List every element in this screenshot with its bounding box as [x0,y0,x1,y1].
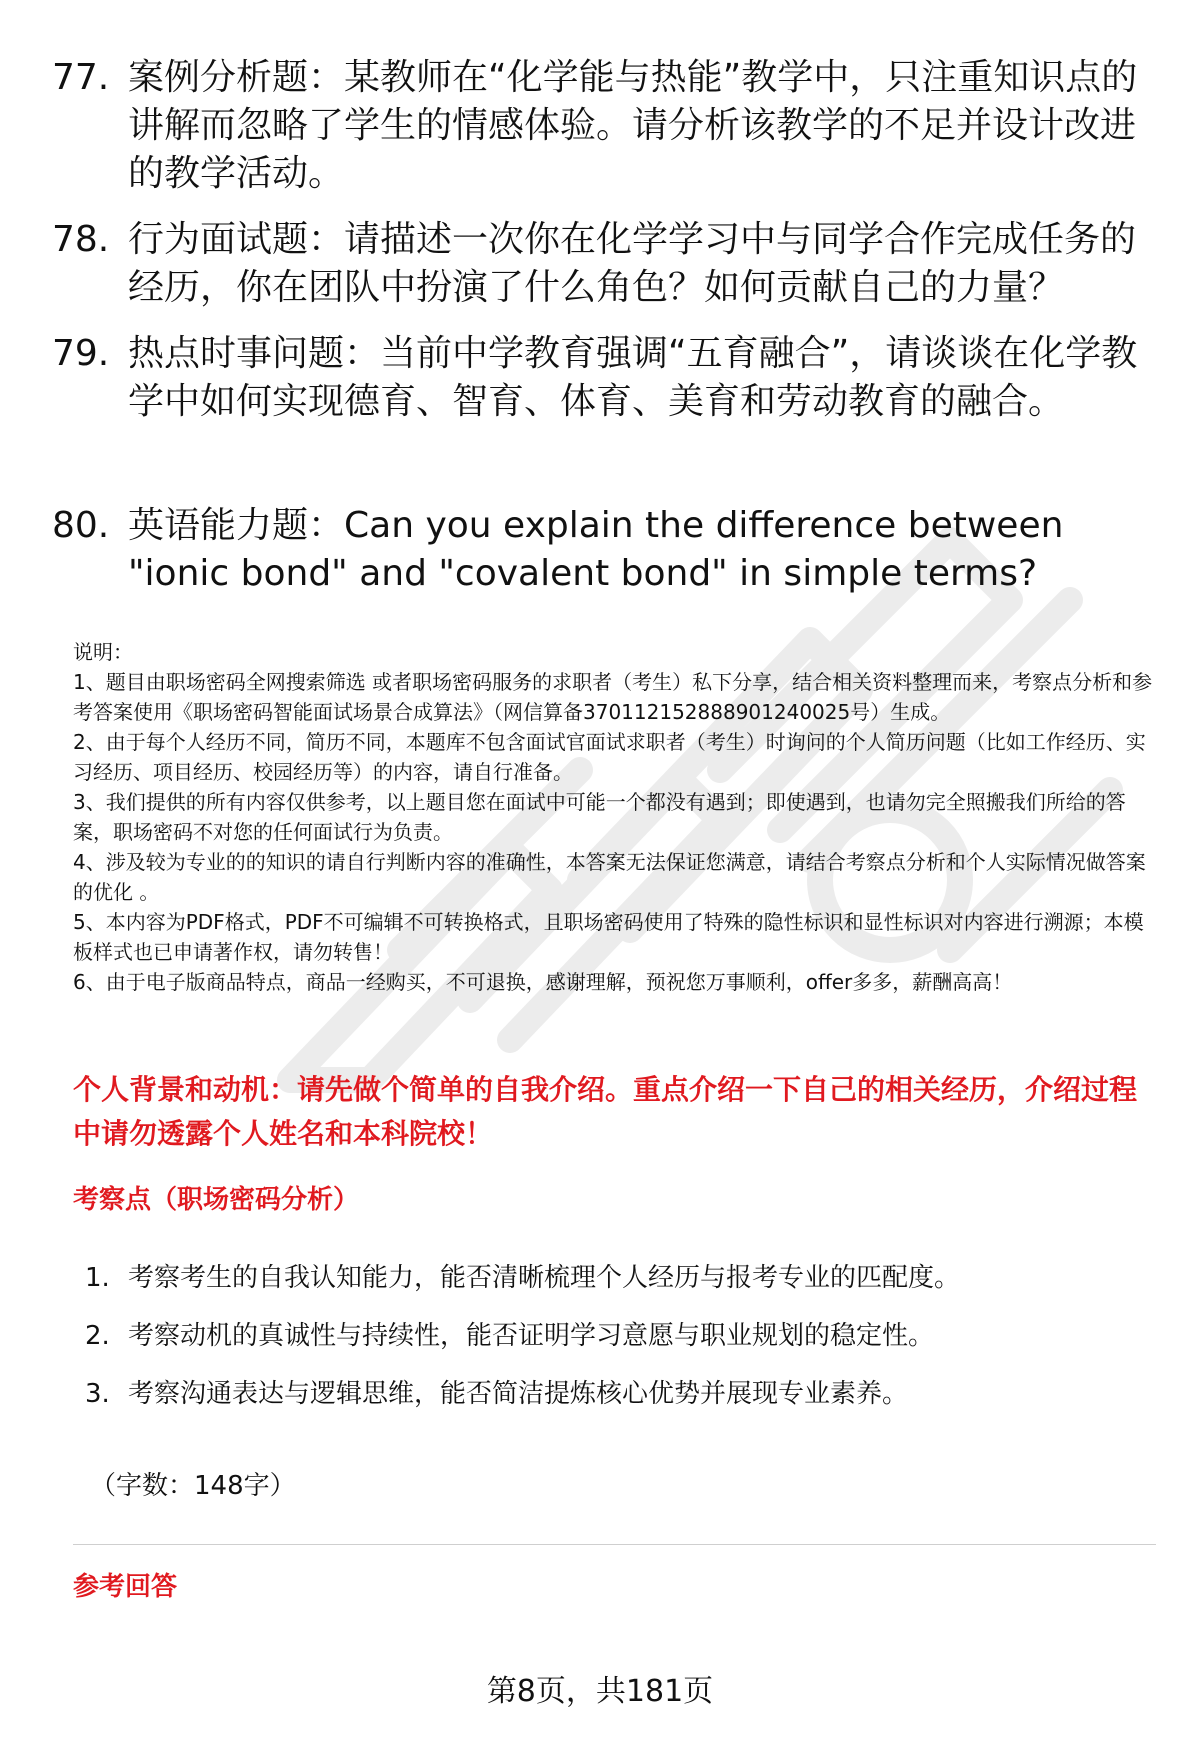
question-number: 79. [52,333,110,374]
question-text: 热点时事问题：当前中学教育强调“五育融合”，请谈谈在化学教学中如何实现德育、智育、体育、美育和劳动教育的融合。 [128,333,1138,422]
point-text: 考察沟通表达与逻辑思维，能否简洁提炼核心优势并展现专业素养。 [128,1379,909,1409]
intro-question: 个人背景和动机：请先做个简单的自我介绍。重点介绍一下自己的相关经历，介绍过程中请勿透露个人姓名和本科院校！ [73,1073,1138,1150]
question-text: 案例分析题：某教师在“化学能与热能”教学中，只注重知识点的讲解而忽略了学生的情感体验。请分析该教学的不足并设计改进的教学活动。 [128,57,1138,194]
list-item [85,1258,1165,1298]
question-number: 77. [52,57,110,98]
note-item: 1、题目由职场密码全网搜索筛选 或者职场密码服务的求职者（考生）私下分享，结合相关资料整理而来，考察点分析和参考答案使用《职场密码智能面试场景合成算法》（网信算备370112152888901240025号）生成。 [73,670,1153,724]
question-text: 英语能力题：Can you explain the difference between "ionic bond" and "covalent bond" in simple terms? [128,505,1064,594]
question-78 [52,216,1152,312]
point-number: 2. [85,1321,110,1351]
page-footer: 第8页，共181页 [486,1674,714,1709]
analysis-heading: 考察点（职场密码分析） [73,1185,360,1215]
note-item: 4、涉及较为专业的的知识的请自行判断内容的准确性，本答案无法保证您满意，请结合考察点分析和个人实际情况做答案的优化 。 [73,850,1146,904]
question-text: 行为面试题：请描述一次你在化学学习中与同学合作完成任务的经历，你在团队中扮演了什么角色？如何贡献自己的力量？ [128,219,1137,308]
note-item: 6、由于电子版商品特点，商品一经购买，不可退换，感谢理解，预祝您万事顺利，offer多多，薪酬高高！ [73,970,1013,994]
point-number: 1. [85,1263,110,1293]
question-79 [52,330,1152,426]
list-item [85,1374,1165,1414]
question-80 [52,502,1152,598]
question-number: 78. [52,219,110,260]
notes-section [73,637,1163,997]
point-text: 考察考生的自我认知能力，能否清晰梳理个人经历与报考专业的匹配度。 [128,1263,961,1293]
note-item: 5、本内容为PDF格式，PDF不可编辑不可转换格式，且职场密码使用了特殊的隐性标识和显性标识对内容进行溯源；本模板样式也已申请著作权，请勿转售！ [73,910,1144,964]
question-number: 80. [52,505,110,546]
note-item: 2、由于每个人经历不同，简历不同，本题库不包含面试官面试求职者（考生）时询问的个人简历问题（比如工作经历、实习经历、项目经历、校园经历等）的内容，请自行准备。 [73,730,1146,784]
note-item: 3、我们提供的所有内容仅供参考，以上题目您在面试中可能一个都没有遇到；即使遇到，也请勿完全照搬我们所给的答案，职场密码不对您的任何面试行为负责。 [73,790,1126,844]
point-number: 3. [85,1379,110,1409]
section-divider [73,1544,1156,1545]
answer-heading: 参考回答 [73,1572,178,1602]
notes-title: 说明： [73,640,133,664]
list-item [85,1316,1165,1356]
question-77 [52,54,1152,198]
point-text: 考察动机的真诚性与持续性，能否证明学习意愿与职业规划的稳定性。 [128,1321,935,1351]
word-count: （字数：148字） [90,1471,296,1501]
